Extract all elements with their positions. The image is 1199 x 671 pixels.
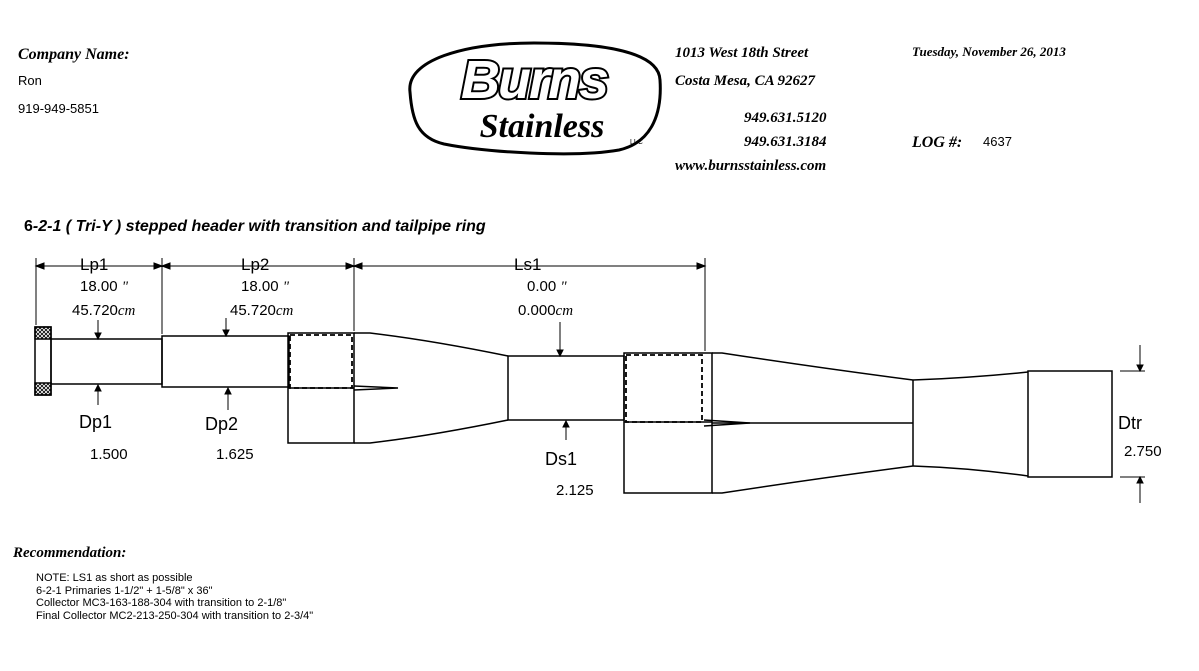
phone-1: 949.631.5120 (744, 110, 827, 126)
recommendation-notes (36, 572, 313, 622)
dtr-value: 2.750 (1124, 443, 1162, 460)
lp2-label: Lp2 (241, 255, 270, 274)
collector-1-inner-dash (290, 335, 352, 388)
report-date: Tuesday, November 26, 2013 (912, 44, 1066, 59)
dp2-label: Dp2 (205, 414, 239, 434)
lp1-label: Lp1 (80, 255, 109, 274)
flange-hatch-top (35, 327, 51, 339)
tailpipe (1028, 371, 1112, 477)
address-line-1: 1013 West 18th Street (675, 45, 809, 61)
phone-2: 949.631.3184 (744, 134, 827, 150)
ds1-value: 2.125 (556, 482, 594, 499)
recommendation-line: NOTE: LS1 as short as possible (36, 572, 193, 584)
ds1-label: Ds1 (545, 449, 578, 469)
dp2-value: 1.625 (216, 446, 254, 463)
lp2-cm: 45.720cm (230, 302, 294, 319)
primary-1-tube (51, 339, 162, 384)
address-line-2: Costa Mesa, CA 92627 (675, 73, 816, 89)
recommendation-line: 6-2-1 Primaries 1-1/2" + 1-5/8" x 36" (36, 584, 213, 597)
flange-hatch-bottom (35, 383, 51, 395)
throat-section (913, 380, 1028, 466)
recommendation-line: Collector MC3-163-188-304 with transition to 2-1/8" (36, 597, 287, 609)
ls1-label: Ls1 (514, 255, 542, 274)
collector-2 (624, 353, 712, 493)
ls1-cm: 0.000cm (518, 302, 574, 319)
transition-1-cone (354, 333, 508, 443)
primary-2-tube (162, 336, 289, 387)
lp1-cm: 45.720cm (72, 302, 136, 319)
secondary-tube (508, 356, 624, 420)
website-link[interactable]: www.burnsstainless.com (675, 158, 827, 174)
title-primary-count: 6 (24, 218, 33, 235)
company-name-label: Company Name: (18, 46, 130, 63)
dp1-label: Dp1 (79, 412, 113, 432)
log-number: 4637 (983, 134, 1012, 149)
collector-1-merge-spike (354, 386, 398, 390)
lp2-inches: 18.00 " (241, 278, 290, 295)
lp1-inches: 18.00 " (80, 278, 129, 295)
logo-llc: LLC (630, 139, 643, 146)
logo-word-stainless: Stainless (479, 108, 605, 145)
customer-name: Ron (18, 73, 42, 88)
throat-flare (913, 372, 1028, 476)
collector-2-inner-dash (626, 355, 702, 422)
recommendation-line: Final Collector MC2-213-250-304 with transition to 2-3/4" (36, 609, 314, 622)
customer-phone: 919-949-5851 (18, 101, 99, 116)
title-text: -2-1 ( Tri-Y ) stepped header with transition and tailpipe ring (32, 218, 486, 235)
ls1-inches: 0.00 " (527, 278, 567, 295)
dp1-value: 1.500 (90, 446, 128, 463)
logo-word-burns: Burns (460, 50, 608, 110)
log-label: LOG #: (912, 134, 963, 151)
dtr-label: Dtr (1118, 413, 1142, 433)
recommendation-heading: Recommendation: (13, 545, 127, 561)
